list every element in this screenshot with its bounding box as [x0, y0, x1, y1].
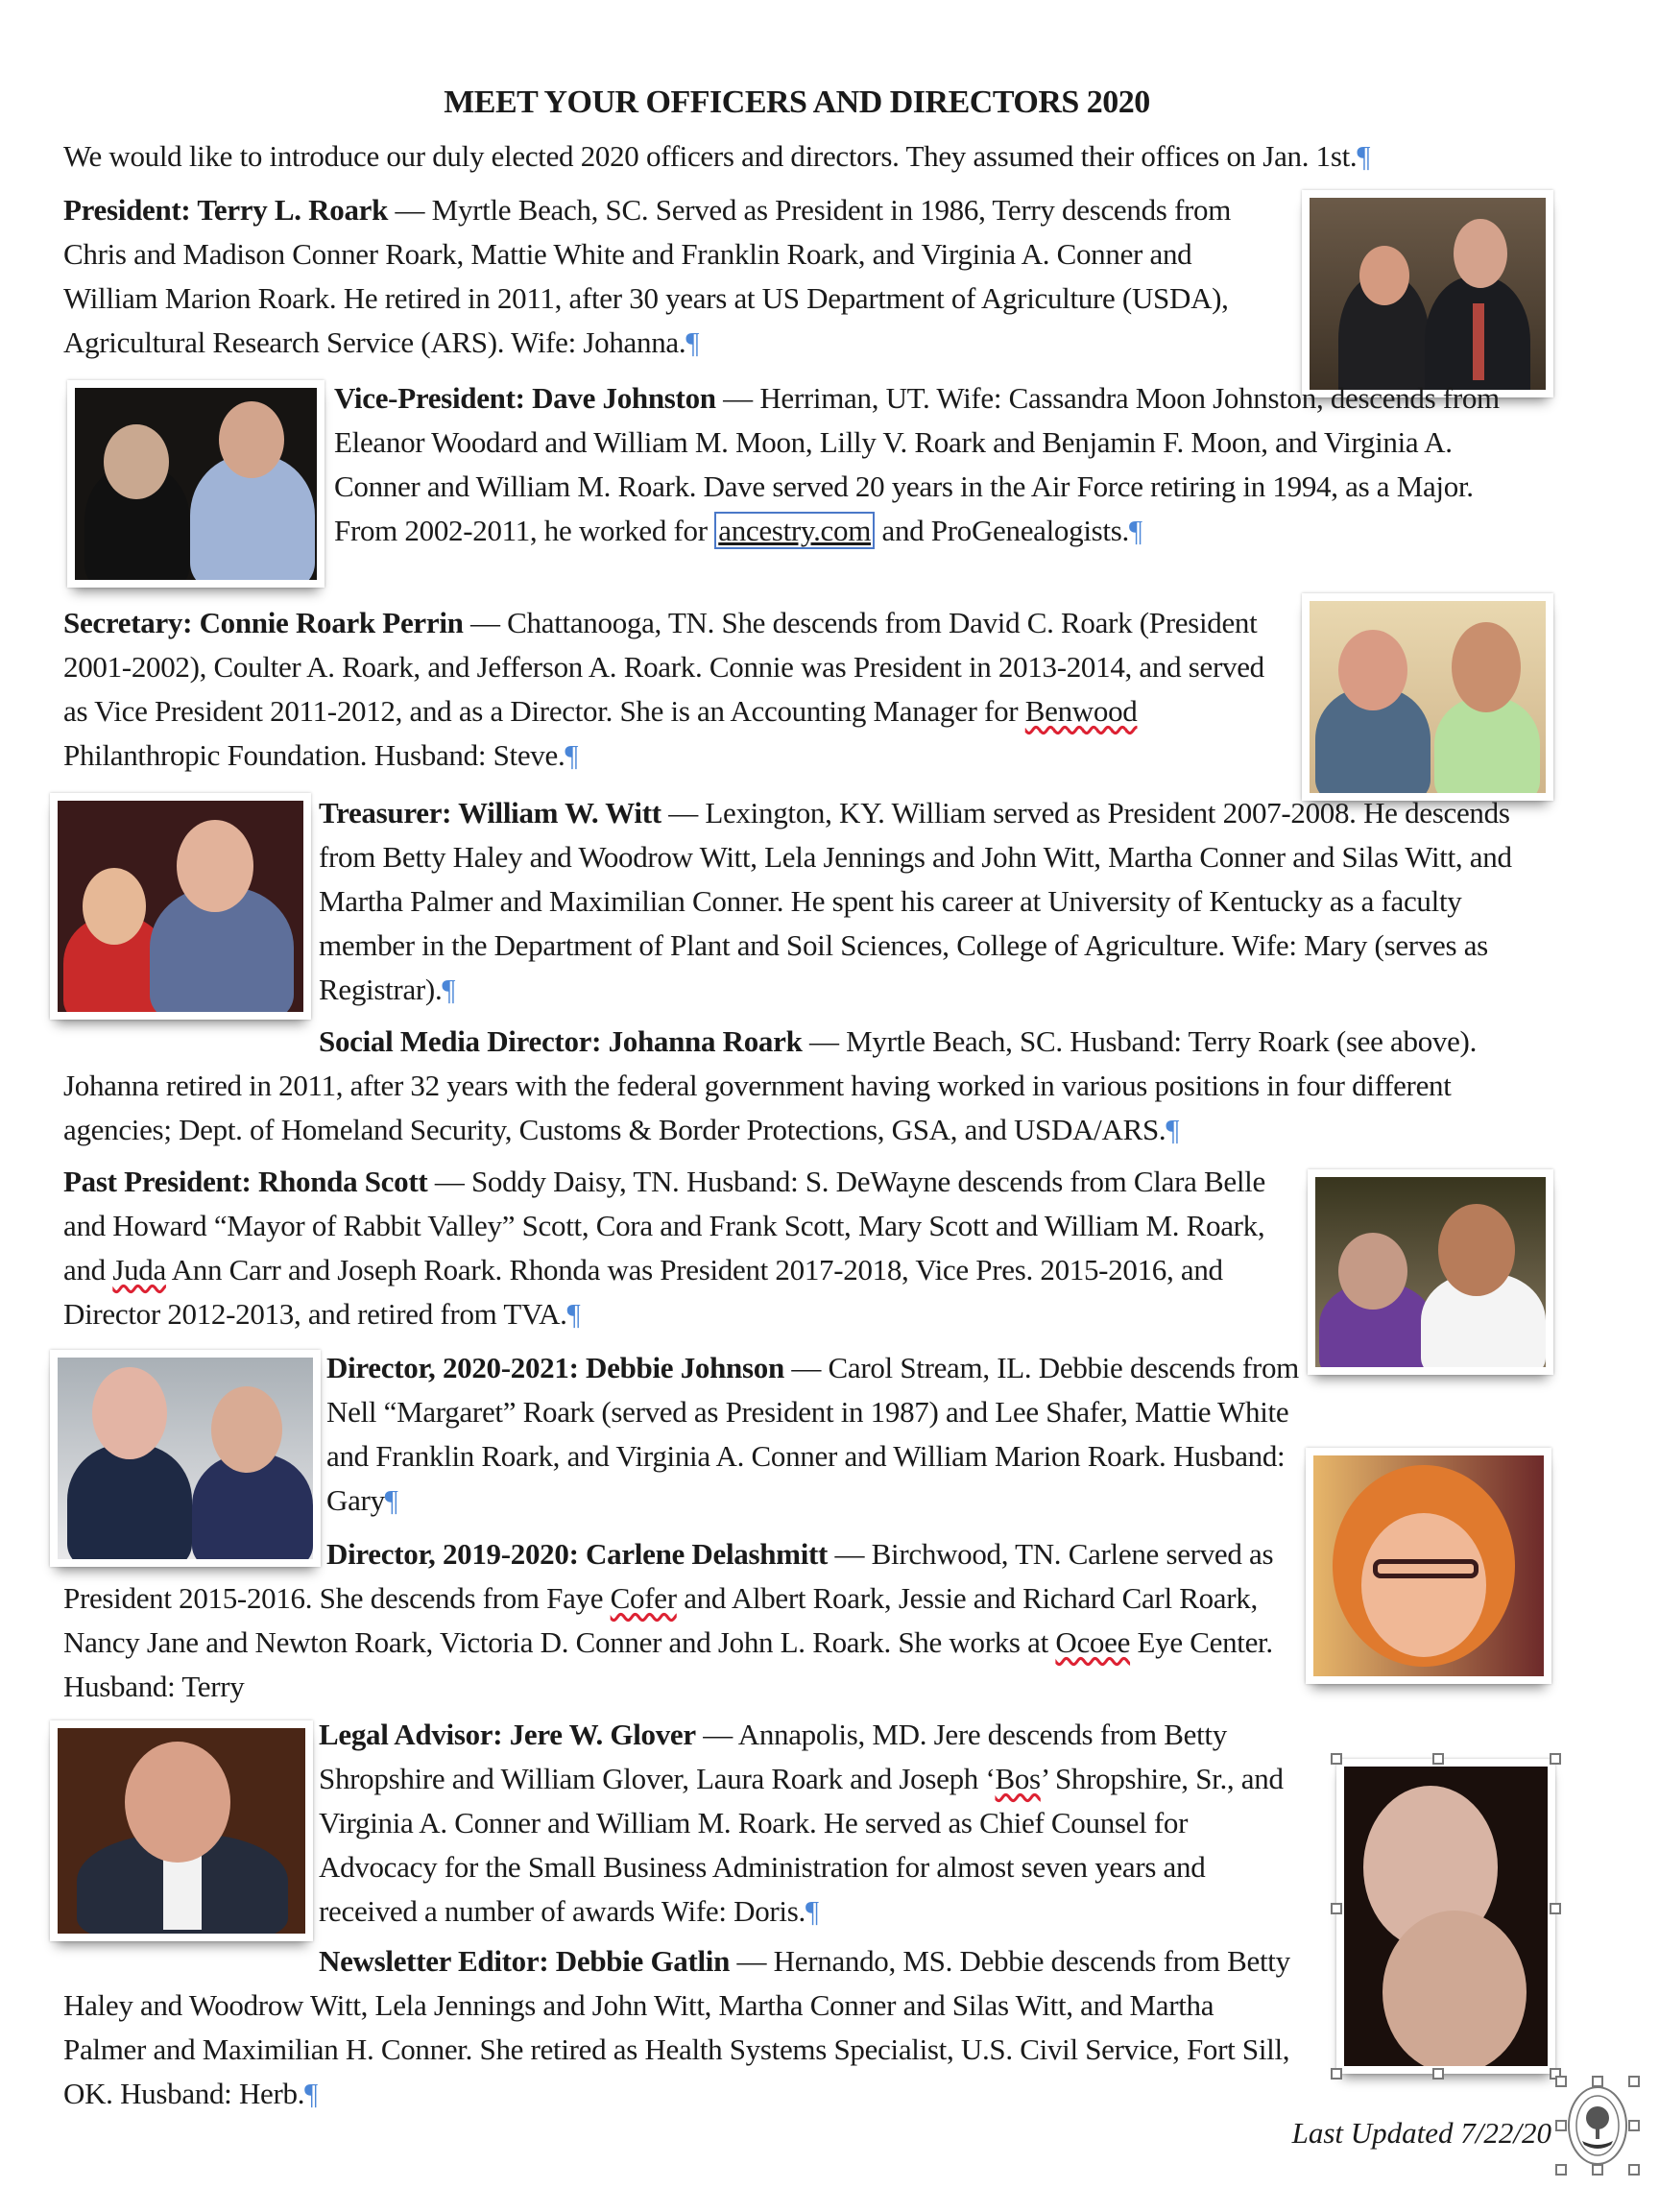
- resize-handle[interactable]: [1331, 2068, 1342, 2080]
- officer-heading: Secretary: Connie Roark Perrin: [63, 606, 464, 639]
- figure-head: [125, 1742, 230, 1863]
- figure-head: [1452, 622, 1521, 712]
- spellcheck-flag[interactable]: Juda: [112, 1253, 166, 1286]
- photo-image: [58, 1358, 313, 1559]
- pilcrow-mark: ¶: [1128, 514, 1142, 547]
- officer-heading: Legal Advisor: Jere W. Glover: [319, 1718, 696, 1751]
- figure-head: [1338, 1233, 1407, 1310]
- spellcheck-flag[interactable]: Benwood: [1024, 694, 1138, 728]
- officer-bio-end: ’ Shropshire, Sr., and Virginia A. Conner and William M. Roark. He served as Chief Counsel for Advocacy for the Small Business Administration for almost seven years and received a number of awards Wife: Doris.: [319, 1762, 1284, 1928]
- photo-treasurer[interactable]: [50, 793, 311, 1020]
- officer-bio-end: and ProGenealogists.: [875, 514, 1129, 547]
- figure-head: [92, 1367, 167, 1459]
- officer-heading: President: Terry L. Roark: [63, 193, 389, 227]
- officer-bio-end: Eye Center. Husband: Terry: [63, 1625, 1273, 1703]
- photo-image: [58, 1728, 305, 1934]
- officer-heading: Director, 2020-2021: Debbie Johnson: [326, 1351, 784, 1384]
- figure-head: [83, 868, 146, 945]
- pilcrow-mark: ¶: [442, 973, 456, 1006]
- photo-vice-president[interactable]: [67, 380, 325, 588]
- photo-president[interactable]: [1302, 190, 1553, 397]
- officer-newsletter-editor[interactable]: [63, 1939, 1302, 2116]
- officer-social-media-director[interactable]: [63, 1020, 1561, 1152]
- pilcrow-mark: ¶: [1357, 139, 1371, 173]
- photo-legal-advisor[interactable]: [50, 1720, 313, 1941]
- officer-past-president[interactable]: [63, 1160, 1292, 1336]
- pilcrow-mark: ¶: [805, 1894, 819, 1928]
- tie: [1473, 303, 1484, 380]
- photo-image: [1315, 1177, 1546, 1367]
- last-updated: Last Updated 7/22/20: [1291, 2116, 1551, 2150]
- officer-heading: Social Media Director: Johanna Roark: [319, 1024, 803, 1058]
- officer-heading: Past President: Rhonda Scott: [63, 1165, 428, 1198]
- officer-bio-end: Ann Carr and Joseph Roark. Rhonda was President 2017-2018, Vice Pres. 2015-2016, and Director 2012-2013, and retired from TVA.: [63, 1253, 1223, 1331]
- officer-bio: — Chattanooga, TN. She descends from David C. Roark (President 2001-2002), Coulter A. Roark, and Jefferson A. Roark. Connie was President in 2013-2014, and served as Vice President 2011-2012, and as a Director. She is an Accounting Manager for: [63, 606, 1264, 728]
- photo-image: [58, 801, 303, 1012]
- figure-head: [211, 1386, 282, 1473]
- figure-head: [1438, 1204, 1515, 1296]
- officer-bio: — Lexington, KY. William served as President 2007-2008. He descends from Betty Haley and Woodrow Witt, Lela Jennings and John Witt, Martha Conner and Silas Witt, and Martha Palmer and Maximilian Conner. He spent his career at University of Kentucky as a faculty member in the Department of Plant and Soil Sciences, College of Agriculture. Wife: Mary (serves as Registrar).: [319, 796, 1512, 1006]
- officer-bio: — Myrtle Beach, SC. Husband: Terry Roark (see above). Johanna retired in 2011, after 32 years with the federal government having worked in various positions in four different agencies; Dept. of Homeland Security, Customs & Border Protections, GSA, and USDA/ARS.: [63, 1024, 1478, 1146]
- photo-secretary[interactable]: [1302, 593, 1553, 801]
- pilcrow-mark: ¶: [304, 2077, 318, 2110]
- photo-image: [1344, 1767, 1548, 2066]
- resize-handle[interactable]: [1550, 1903, 1561, 1914]
- officer-heading: Director, 2019-2020: Carlene Delashmitt: [326, 1537, 829, 1571]
- society-logo-icon[interactable]: [1563, 2081, 1632, 2170]
- pilcrow-mark: ¶: [1166, 1113, 1180, 1146]
- figure-head: [1382, 1911, 1527, 2066]
- officer-secretary[interactable]: [63, 601, 1292, 778]
- figure-head: [1454, 219, 1507, 288]
- officer-heading: Treasurer: William W. Witt: [319, 796, 661, 830]
- resize-handle[interactable]: [1592, 2164, 1603, 2176]
- officer-president[interactable]: [63, 188, 1292, 365]
- figure-head: [1361, 1513, 1486, 1657]
- officer-vice-president[interactable]: [334, 376, 1505, 553]
- figure-head: [1359, 246, 1409, 305]
- resize-handle[interactable]: [1331, 1753, 1342, 1765]
- spellcheck-flag[interactable]: Bos: [995, 1762, 1041, 1795]
- officer-bio: — Birchwood, TN. Carlene served as President 2015-2016. She descends from Faye: [63, 1537, 1274, 1615]
- officer-bio: — Herriman, UT. Wife: Cassandra Moon Johnston, descends from Eleanor Woodard and William M. Moon, Lilly V. Roark and Benjamin F. Moon, and Virginia A. Conner and William M. Roark. Dave served 20 years in the Air Force retiring in 1994, as a Major. From 2002-2011, he worked for: [334, 381, 1500, 547]
- figure-head: [104, 424, 169, 499]
- officer-legal-advisor[interactable]: [319, 1713, 1308, 1934]
- resize-handle[interactable]: [1628, 2076, 1640, 2087]
- photo-image: [1310, 198, 1546, 390]
- officer-bio: — Myrtle Beach, SC. Served as President in 1986, Terry descends from Chris and Madison Conner Roark, Mattie White and Franklin Roark, and Virginia A. Conner and William Marion Roark. He retired in 2011, after 30 years at US Department of Agriculture (USDA), Agricultural Research Service (ARS). Wife: Johanna.: [63, 193, 1232, 359]
- ancestry-link[interactable]: ancestry.com: [714, 512, 875, 549]
- officer-director-2019-2020[interactable]: [63, 1532, 1302, 1709]
- pilcrow-mark: ¶: [565, 738, 579, 772]
- spellcheck-flag[interactable]: Ocoee: [1055, 1625, 1131, 1659]
- photo-past-president[interactable]: [1308, 1169, 1553, 1375]
- photo-image: [1313, 1455, 1544, 1676]
- pilcrow-mark: ¶: [685, 325, 700, 359]
- officer-bio-mid: and Albert Roark, Jessie and Richard Carl Roark, Nancy Jane and Newton Roark, Victoria D. Conner and John L. Roark. She works at: [63, 1581, 1258, 1659]
- resize-handle[interactable]: [1628, 2120, 1640, 2131]
- page-title: MEET YOUR OFFICERS AND DIRECTORS 2020: [444, 84, 1150, 120]
- resize-handle[interactable]: [1432, 2068, 1444, 2080]
- resize-handle[interactable]: [1555, 2164, 1567, 2176]
- resize-handle[interactable]: [1592, 2076, 1603, 2087]
- intro-text: We would like to introduce our duly elected 2020 officers and directors. They assumed their offices on Jan. 1st.: [63, 139, 1358, 173]
- photo-image: [1310, 601, 1546, 793]
- resize-handle[interactable]: [1550, 1753, 1561, 1765]
- pilcrow-mark: ¶: [566, 1297, 581, 1331]
- officer-heading: Newsletter Editor: Debbie Gatlin: [319, 1944, 731, 1978]
- resize-handle[interactable]: [1555, 2120, 1567, 2131]
- figure-head: [177, 820, 253, 912]
- spellcheck-flag[interactable]: Cofer: [610, 1581, 677, 1615]
- resize-handle[interactable]: [1555, 2076, 1567, 2087]
- officer-director-2020-2021[interactable]: [326, 1346, 1306, 1523]
- pilcrow-mark: ¶: [384, 1483, 398, 1517]
- officer-heading: Vice-President: Dave Johnston: [334, 381, 716, 415]
- officer-bio: — Hernando, MS. Debbie descends from Betty Haley and Woodrow Witt, Lela Jennings and John Witt, Martha Conner and Silas Witt, and Martha Palmer and Maximilian H. Conner. She retired as Health Systems Specialist, U.S. Civil Service, Fort Sill, OK. Husband: Herb.: [63, 1944, 1290, 2110]
- resize-handle[interactable]: [1331, 1903, 1342, 1914]
- officer-treasurer[interactable]: [319, 791, 1548, 1012]
- figure-head: [1338, 630, 1407, 710]
- officer-bio-end: Philanthropic Foundation. Husband: Steve.: [63, 738, 565, 772]
- officer-bio: — Annapolis, MD. Jere descends from Betty Shropshire and William Glover, Laura Roark and Joseph ‘: [319, 1718, 1227, 1795]
- intro-paragraph[interactable]: [63, 134, 1561, 179]
- photo-director-2019-2020[interactable]: [1306, 1448, 1551, 1684]
- figure-head: [219, 401, 284, 478]
- glasses: [1373, 1559, 1479, 1578]
- resize-handle[interactable]: [1628, 2164, 1640, 2176]
- resize-handle[interactable]: [1432, 1753, 1444, 1765]
- photo-image: [75, 388, 317, 580]
- officer-bio: — Carol Stream, IL. Debbie descends from Nell “Margaret” Roark (served as President in 1987) and Lee Shafer, Mattie White and Franklin Roark, and Virginia A. Conner and William Marion Roark. Husband: Gary: [326, 1351, 1299, 1517]
- photo-newsletter-editor[interactable]: [1336, 1759, 1555, 2074]
- officer-bio: — Soddy Daisy, TN. Husband: S. DeWayne descends from Clara Belle and Howard “Mayor of Rabbit Valley” Scott, Cora and Frank Scott, Mary Scott and William M. Roark, and: [63, 1165, 1265, 1286]
